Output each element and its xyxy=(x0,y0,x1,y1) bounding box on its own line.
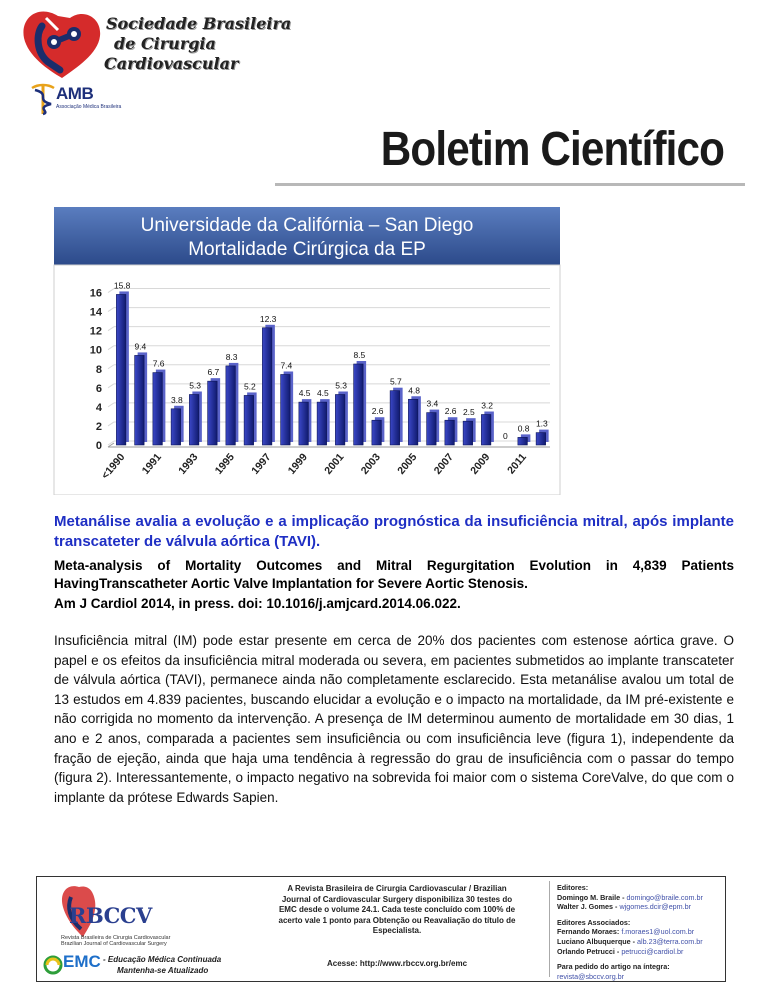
bar-value-label: 12.3 xyxy=(259,313,277,324)
bar xyxy=(281,374,290,445)
bar-value-label: 5.3 xyxy=(189,380,202,391)
society-name-line3: Cardiovascular xyxy=(104,54,239,73)
bar xyxy=(189,394,198,445)
bar xyxy=(518,437,527,445)
bar xyxy=(445,420,454,445)
bar xyxy=(262,328,271,445)
editors-list xyxy=(557,883,725,981)
editors-heading: Editores: xyxy=(557,883,589,892)
bar-value-label: 5.2 xyxy=(243,381,256,392)
bar xyxy=(335,394,344,445)
bar xyxy=(153,373,162,445)
bar-value-label: 1.3 xyxy=(535,418,548,429)
y-tick-label: 2 xyxy=(95,420,102,433)
y-tick-label: 16 xyxy=(89,287,102,300)
bar xyxy=(299,402,308,445)
society-name-line1: Sociedade Brasileira xyxy=(106,14,292,33)
bar-value-label: 8.5 xyxy=(353,350,366,360)
chart-title-line2: Mortalidade Cirúrgica da EP xyxy=(188,239,426,260)
x-tick-label: 1995 xyxy=(212,451,237,477)
associate-editors-heading: Editores Associados: xyxy=(557,917,631,927)
request-email-link[interactable]: revista@sbccv.org.br xyxy=(557,971,625,981)
associate-email-link[interactable]: f.moraes1@uol.com.br xyxy=(621,927,695,937)
sbcc-heart-emblem-icon xyxy=(18,8,104,82)
bar-value-label: 15.8 xyxy=(113,280,131,291)
y-tick-label: 4 xyxy=(95,401,102,414)
x-tick-label: 1993 xyxy=(176,451,201,477)
bar-value-label: 5.3 xyxy=(335,380,348,391)
mortality-bar-chart xyxy=(52,205,562,495)
society-logo-block xyxy=(18,8,292,118)
request-heading: Para pedido do artigo na íntegra: xyxy=(557,962,670,972)
bar xyxy=(536,433,545,445)
bar-value-label: 3.8 xyxy=(170,394,183,405)
article-headline: Metanálise avalia a evolução e a implicação prognóstica da insuficiência mitral, após implante transcateter de válvula aórtica (TAVI). xyxy=(54,513,734,550)
bar xyxy=(116,294,125,445)
bar xyxy=(408,399,417,445)
bar xyxy=(427,413,436,445)
footer-divider xyxy=(549,881,550,977)
emc-logo-text: EMC xyxy=(63,952,101,971)
bar-value-label: 3.2 xyxy=(481,400,494,411)
bar-value-label: 7.6 xyxy=(152,358,165,369)
bar-value-label: 2.5 xyxy=(462,407,475,418)
footer-access xyxy=(277,959,517,968)
bar-value-label: 9.4 xyxy=(134,341,147,352)
x-tick-label: 2005 xyxy=(395,451,420,477)
article-body: Insuficiência mitral (IM) pode estar presente em cerca de 20% dos pacientes com estenose aórtica grave. O papel e os efeitos da insuficiência mitral moderada ou severa, em pacientes submetidos ao implante transcateter de válvula aórtica (TAVI), permanece ainda não completamente esclarecido. Esta metanálise avalou um total de 13 estudos em 4.839 pacientes, buscando elucidar a evolução e o impacto na mortalidade, da IM pré-existente e não corrigida no momento da intervenção. A presença de IM determinou aumento de mortalidade em 30 dias, 1 ano e 2 anos, comparada a pacientes sem insuficiência ou com insuficiência leve (figura 1), independente da fração de ejeção, ainda que haja uma tendência à regressão do grau de insuficiência com o passar do tempo (figura 2). Interessantemente, o impacto negativo na sobrevida foi maior com o sistema CoreValve, do que com o implante da prótese Edwards Sapien. xyxy=(54,633,734,805)
emc-tagline2: Mantenha-se Atualizado xyxy=(117,966,209,975)
y-tick-label: 14 xyxy=(89,306,102,319)
reference-title: Meta-analysis of Mortality Outcomes and Mitral Regurgitation Evolution in 4,839 Patients HavingTranscatheter Aortic Valve Implantation for Severe Aortic Stenosis. xyxy=(54,558,734,591)
bar-value-label: 8.3 xyxy=(225,351,238,362)
amb-logo-text: AMB xyxy=(56,84,94,103)
x-tick-label: 2003 xyxy=(358,451,383,477)
bar xyxy=(244,395,253,445)
access-label: Acesse: xyxy=(326,959,358,968)
bar xyxy=(372,420,381,445)
editor-entry: Domingo M. Braile - domingo@braile.com.br xyxy=(557,892,703,902)
x-tick-label: 2001 xyxy=(322,451,347,477)
associate-editor-entry: Fernando Moraes: f.moraes1@uol.com.br xyxy=(557,927,695,937)
bar xyxy=(171,409,180,445)
bar-value-label: 0.8 xyxy=(517,423,530,434)
y-tick-label: 12 xyxy=(89,325,102,338)
rbccv-logo-text: RBCCV xyxy=(69,903,152,928)
editor-email-link[interactable]: domingo@braile.com.br xyxy=(626,892,703,902)
emc-tagline1: - Educação Médica Continuada xyxy=(103,955,222,964)
chart-title-line1: Universidade da Califórnia – San Diego xyxy=(140,215,474,236)
bar-value-label: 5.7 xyxy=(389,376,402,387)
x-tick-label: 2007 xyxy=(431,451,456,477)
bar-value-label: 4.5 xyxy=(298,388,311,399)
bar xyxy=(135,355,144,445)
reference-citation: Am J Cardiol 2014, in press. doi: 10.1016/j.amjcard.2014.06.022. xyxy=(54,596,461,611)
amb-subtitle: Associação Médica Brasileira xyxy=(56,104,122,110)
associate-email-link[interactable]: alb.23@terra.com.br xyxy=(637,936,703,946)
associate-email-link[interactable]: petrucci@cardiol.br xyxy=(621,946,684,956)
x-tick-label: 1999 xyxy=(285,451,310,477)
access-link[interactable]: http://www.rbccv.org.br/emc xyxy=(359,959,468,968)
x-tick-label: 1997 xyxy=(249,451,274,477)
bar xyxy=(390,391,399,445)
bar-value-label: 3.4 xyxy=(426,398,439,409)
rbccv-subtitle-en: Brazilian Journal of Cardiovascular Surgery xyxy=(61,941,167,947)
x-tick-label: <1990 xyxy=(99,451,128,482)
associate-editor-entry: Orlando Petrucci - petrucci@cardiol.br xyxy=(557,946,684,956)
editor-email-link[interactable]: wjgomes.dcir@epm.br xyxy=(619,902,692,912)
bar-value-label: 4.5 xyxy=(316,388,329,399)
editor-entry: Walter J. Gomes - wjgomes.dcir@epm.br xyxy=(557,902,692,912)
y-tick-label: 10 xyxy=(89,344,102,357)
emc-swirl-icon xyxy=(43,955,63,975)
x-tick-label: 1991 xyxy=(139,451,164,477)
y-tick-label: 8 xyxy=(95,363,102,376)
bar-value-label: 0 xyxy=(503,431,508,441)
bar-value-label: 6.7 xyxy=(207,367,220,378)
x-tick-label: 2011 xyxy=(505,451,529,477)
society-name-line2: de Cirurgia xyxy=(114,34,216,53)
bar-value-label: 7.4 xyxy=(280,360,293,371)
footer-info-text: A Revista Brasileira de Cirurgia Cardiovascular / Brazilian Journal of Cardiovascular Surgery disponibiliza 30 testes do EMC desde o volume 24.1. Cada teste concluído com 100% de acerto vale 1 ponto para Obtenção ou Reavaliação do título de Especialista. xyxy=(278,884,516,935)
bar-value-label: 4.8 xyxy=(408,385,421,396)
footer-box xyxy=(36,876,726,982)
rbccv-subtitle-pt: Revista Brasileira de Cirurgia Cardiovascular xyxy=(61,935,171,941)
bar-value-label: 2.6 xyxy=(371,406,384,417)
bar xyxy=(354,364,363,445)
x-tick-label: 2009 xyxy=(468,451,493,477)
y-tick-label: 6 xyxy=(95,382,102,395)
associate-editor-entry: Luciano Albuquerque - alb.23@terra.com.br xyxy=(557,936,703,946)
bar xyxy=(208,381,217,445)
amb-caduceus-icon xyxy=(26,82,60,116)
bulletin-title: Boletim Científico xyxy=(380,123,724,176)
bar xyxy=(226,366,235,445)
bar-value-label: 2.6 xyxy=(444,406,457,417)
bar xyxy=(463,421,472,445)
bar xyxy=(317,402,326,445)
title-divider xyxy=(275,183,745,186)
bar xyxy=(481,415,490,445)
y-tick-label: 0 xyxy=(95,440,102,452)
